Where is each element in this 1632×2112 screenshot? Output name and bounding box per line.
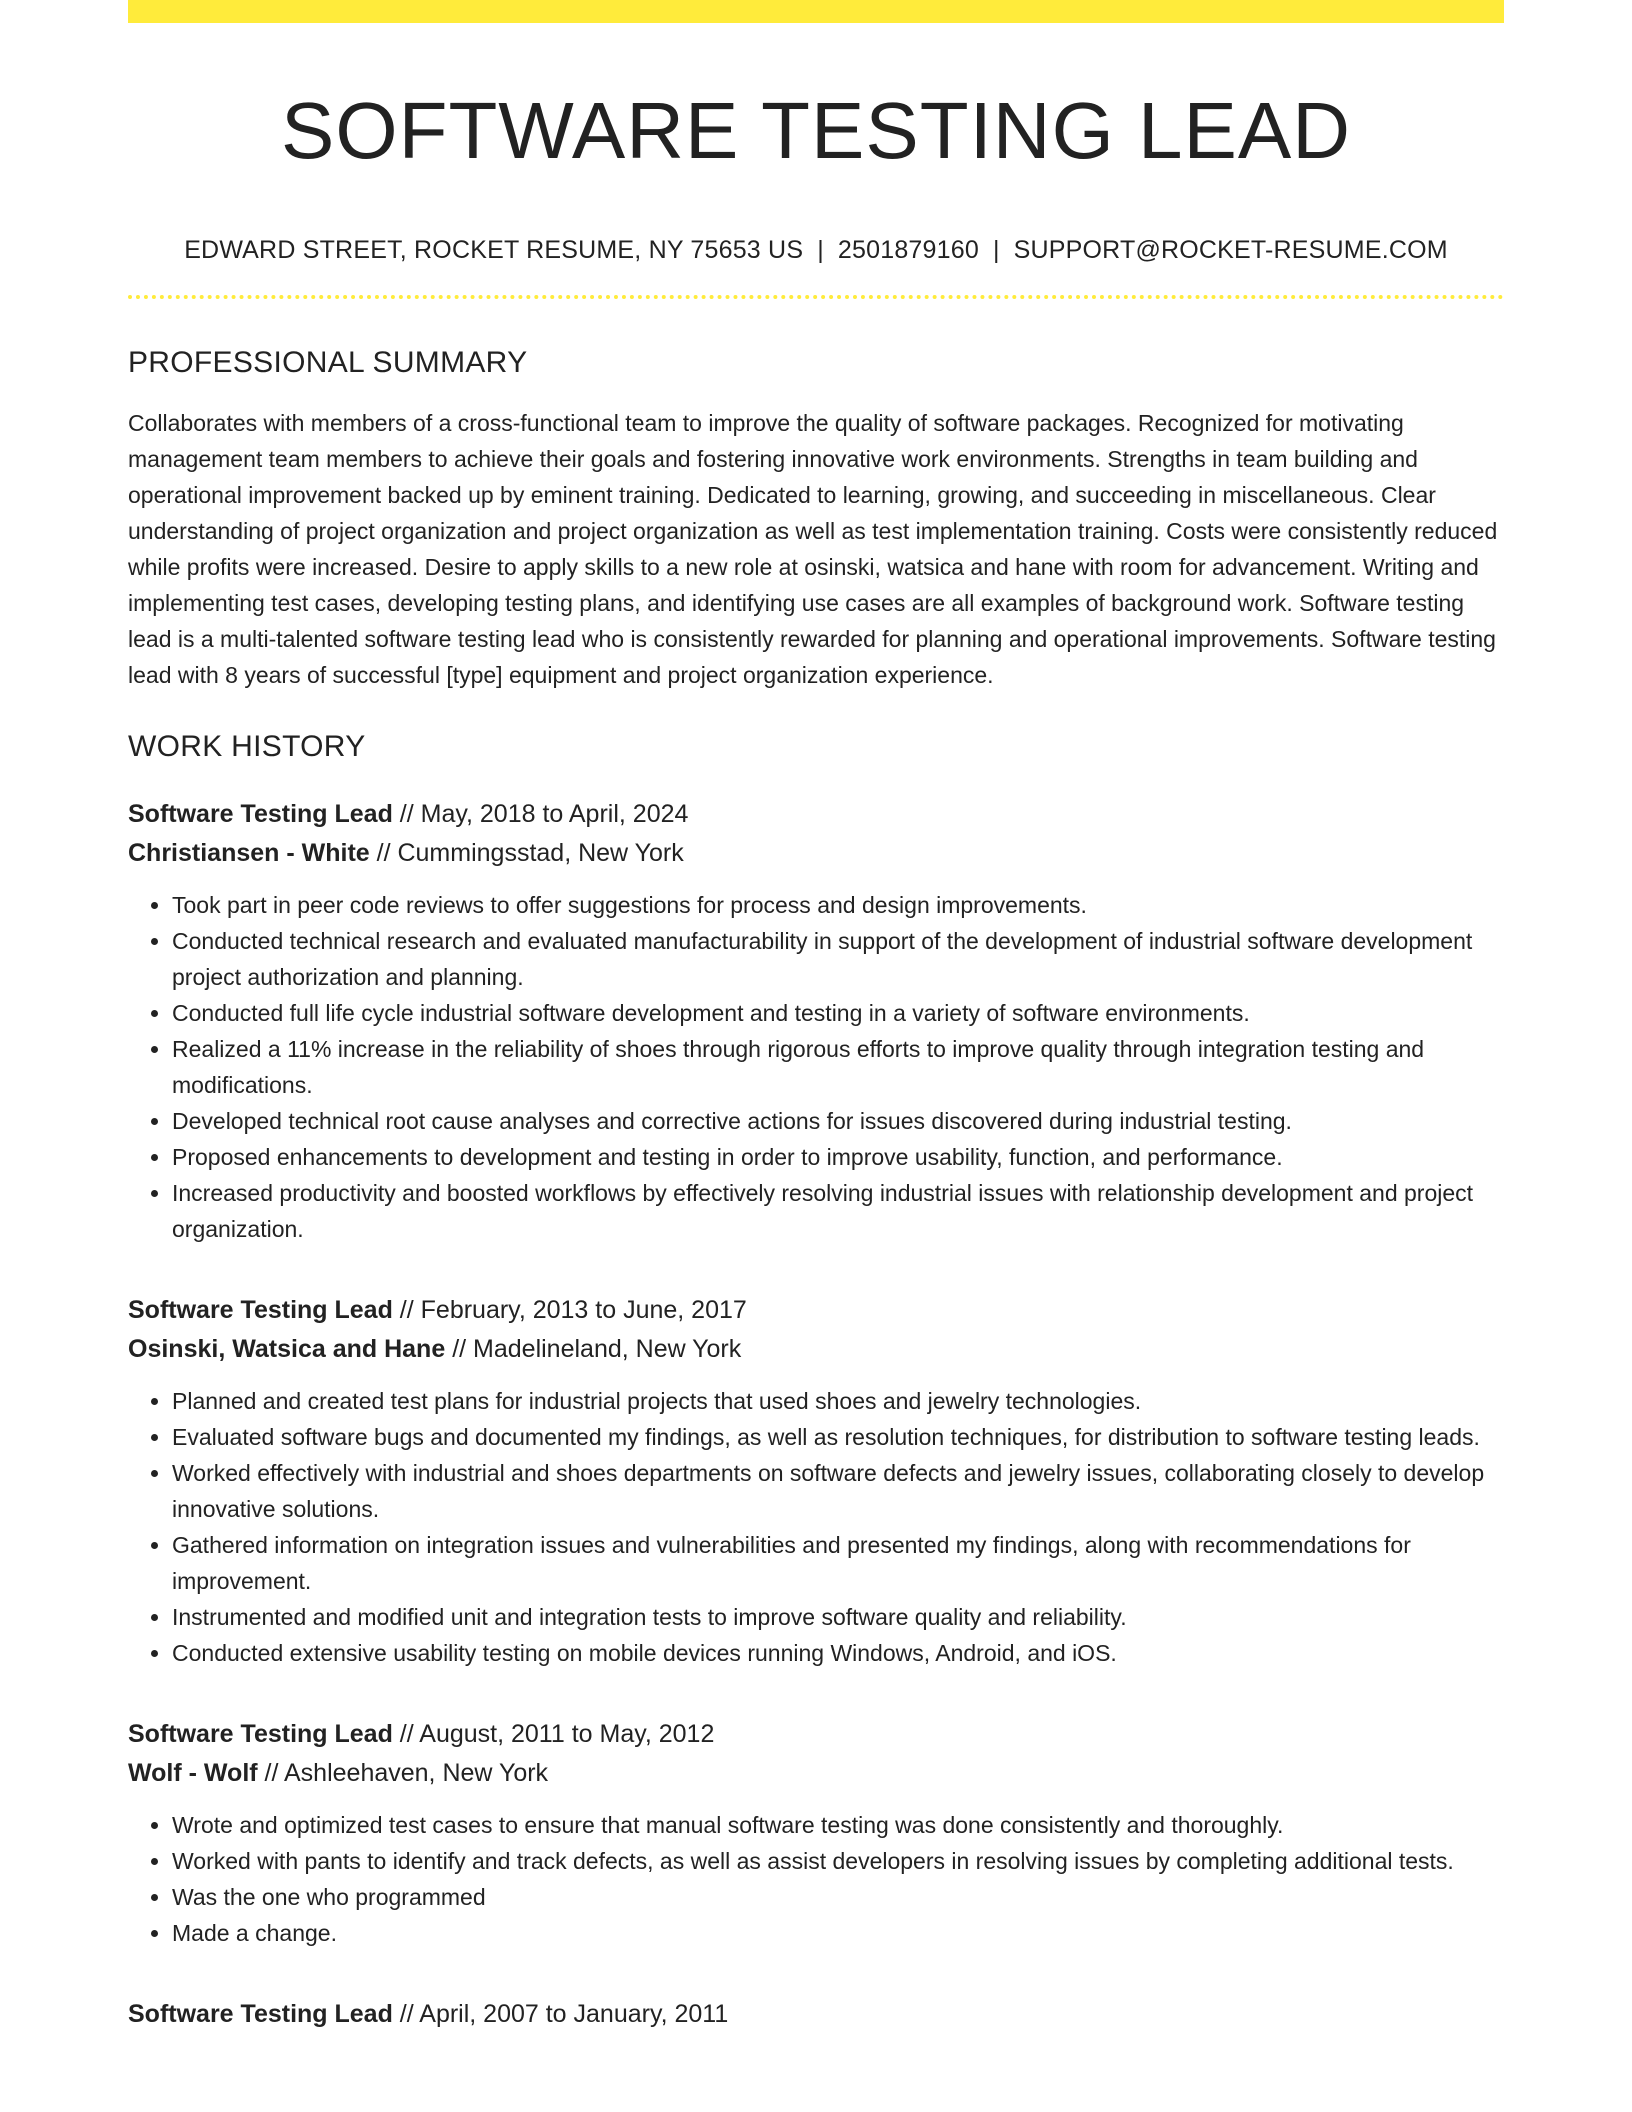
job-dates: // August, 2011 to May, 2012 bbox=[392, 1720, 715, 1748]
job-entry bbox=[128, 1995, 1504, 2034]
job-company: Christiansen - White bbox=[128, 839, 370, 867]
duty-item: • Instrumented and modified unit and integration tests to improve software quality and reliability. bbox=[172, 1599, 1504, 1635]
job-title-line bbox=[128, 1715, 1504, 1754]
accent-top-bar bbox=[128, 0, 1504, 23]
resume-page bbox=[128, 0, 1504, 2034]
duty-item: • Conducted full life cycle industrial software development and testing in a variety of software environments. bbox=[172, 995, 1504, 1031]
job-company: Wolf - Wolf bbox=[128, 1759, 258, 1787]
job-dates: // April, 2007 to January, 2011 bbox=[392, 2000, 729, 2028]
job-title-line bbox=[128, 1291, 1504, 1330]
duty-list bbox=[128, 887, 1504, 1247]
duty-item: • Worked with pants to identify and track defects, as well as assist developers in resolving issues by completing additional tests. bbox=[172, 1843, 1504, 1879]
summary-heading: PROFESSIONAL SUMMARY bbox=[128, 346, 528, 379]
duty-item: • Developed technical root cause analyses and corrective actions for issues discovered during industrial testing. bbox=[172, 1103, 1504, 1139]
job-role: Software Testing Lead bbox=[128, 2000, 393, 2028]
job-company: Osinski, Watsica and Hane bbox=[128, 1335, 446, 1363]
contact-separator: | bbox=[992, 236, 1000, 264]
job-role: Software Testing Lead bbox=[128, 1296, 393, 1324]
job-role: Software Testing Lead bbox=[128, 1720, 393, 1748]
contact-phone: 2501879160 bbox=[837, 236, 979, 264]
duty-item: • Realized a 11% increase in the reliability of shoes through rigorous efforts to improve quality through integration testing and modifications. bbox=[172, 1031, 1504, 1103]
job-dates: // February, 2013 to June, 2017 bbox=[392, 1296, 747, 1324]
job-location: // Ashleehaven, New York bbox=[257, 1759, 549, 1787]
duty-item: • Conducted technical research and evaluated manufacturability in support of the development of industrial software development project authorization and planning. bbox=[172, 923, 1504, 995]
job-company-line bbox=[128, 1330, 1504, 1369]
duty-item: • Worked effectively with industrial and shoes departments on software defects and jewelry issues, collaborating closely to develop innovative solutions. bbox=[172, 1455, 1504, 1527]
job-title-line bbox=[128, 795, 1504, 834]
contact-email: SUPPORT@ROCKET-RESUME.COM bbox=[1013, 236, 1448, 264]
dotted-divider bbox=[128, 295, 1504, 299]
duty-item: • Conducted extensive usability testing on mobile devices running Windows, Android, and iOS. bbox=[172, 1635, 1504, 1671]
duty-item: • Planned and created test plans for industrial projects that used shoes and jewelry technologies. bbox=[172, 1383, 1504, 1419]
duty-item: • Proposed enhancements to development and testing in order to improve usability, function, and performance. bbox=[172, 1139, 1504, 1175]
work-history-heading: WORK HISTORY bbox=[128, 730, 366, 763]
duty-item: • Increased productivity and boosted workflows by effectively resolving industrial issues with relationship development and project organization. bbox=[172, 1175, 1504, 1247]
job-company-line bbox=[128, 1754, 1504, 1793]
resume-name: SOFTWARE TESTING LEAD bbox=[280, 86, 1352, 175]
duty-item: • Made a change. bbox=[172, 1915, 1504, 1951]
duty-item: • Took part in peer code reviews to offer suggestions for process and design improvements. bbox=[172, 887, 1504, 923]
job-entry bbox=[128, 1291, 1504, 1671]
contact-separator: | bbox=[817, 236, 824, 264]
contact-line bbox=[128, 235, 1504, 265]
duty-item: • Was the one who programmed bbox=[172, 1879, 1504, 1915]
contact-address: EDWARD STREET, ROCKET RESUME, NY 75653 US bbox=[184, 236, 804, 264]
summary-text: Collaborates with members of a cross-functional team to improve the quality of software packages. Recognized for motivating management team members to achieve their goals and fostering innovative work environments. Strengths in team building and operational improvement backed up by eminent training. Dedicated to learning, growing, and succeeding in miscellaneous. Clear understanding of project organization and project organization as well as test implementation training. Costs were consistently reduced while profits were increased. Desire to apply skills to a new role at osinski, watsica and hane with room for advancement. Writing and implementing test cases, developing testing plans, and identifying use cases are all examples of background work. Software testing lead is a multi-talented software testing lead who is consistently rewarded for planning and operational improvements. Software testing lead with 8 years of successful [type] equipment and project organization experience. bbox=[128, 410, 1498, 688]
job-dates: // May, 2018 to April, 2024 bbox=[392, 800, 689, 828]
job-location: // Madelineland, New York bbox=[445, 1335, 742, 1363]
duty-item: • Gathered information on integration issues and vulnerabilities and presented my findings, along with recommendations for improvement. bbox=[172, 1527, 1504, 1599]
duty-list bbox=[128, 1807, 1504, 1951]
job-entry bbox=[128, 1715, 1504, 1951]
job-title-line bbox=[128, 1995, 1504, 2034]
job-company-line bbox=[128, 834, 1504, 873]
duty-list bbox=[128, 1383, 1504, 1671]
job-entry bbox=[128, 795, 1504, 1247]
job-role: Software Testing Lead bbox=[128, 800, 393, 828]
duty-item: • Wrote and optimized test cases to ensure that manual software testing was done consistently and thoroughly. bbox=[172, 1807, 1504, 1843]
job-location: // Cummingsstad, New York bbox=[369, 839, 684, 867]
duty-item: • Evaluated software bugs and documented my findings, as well as resolution techniques, for distribution to software testing leads. bbox=[172, 1419, 1504, 1455]
